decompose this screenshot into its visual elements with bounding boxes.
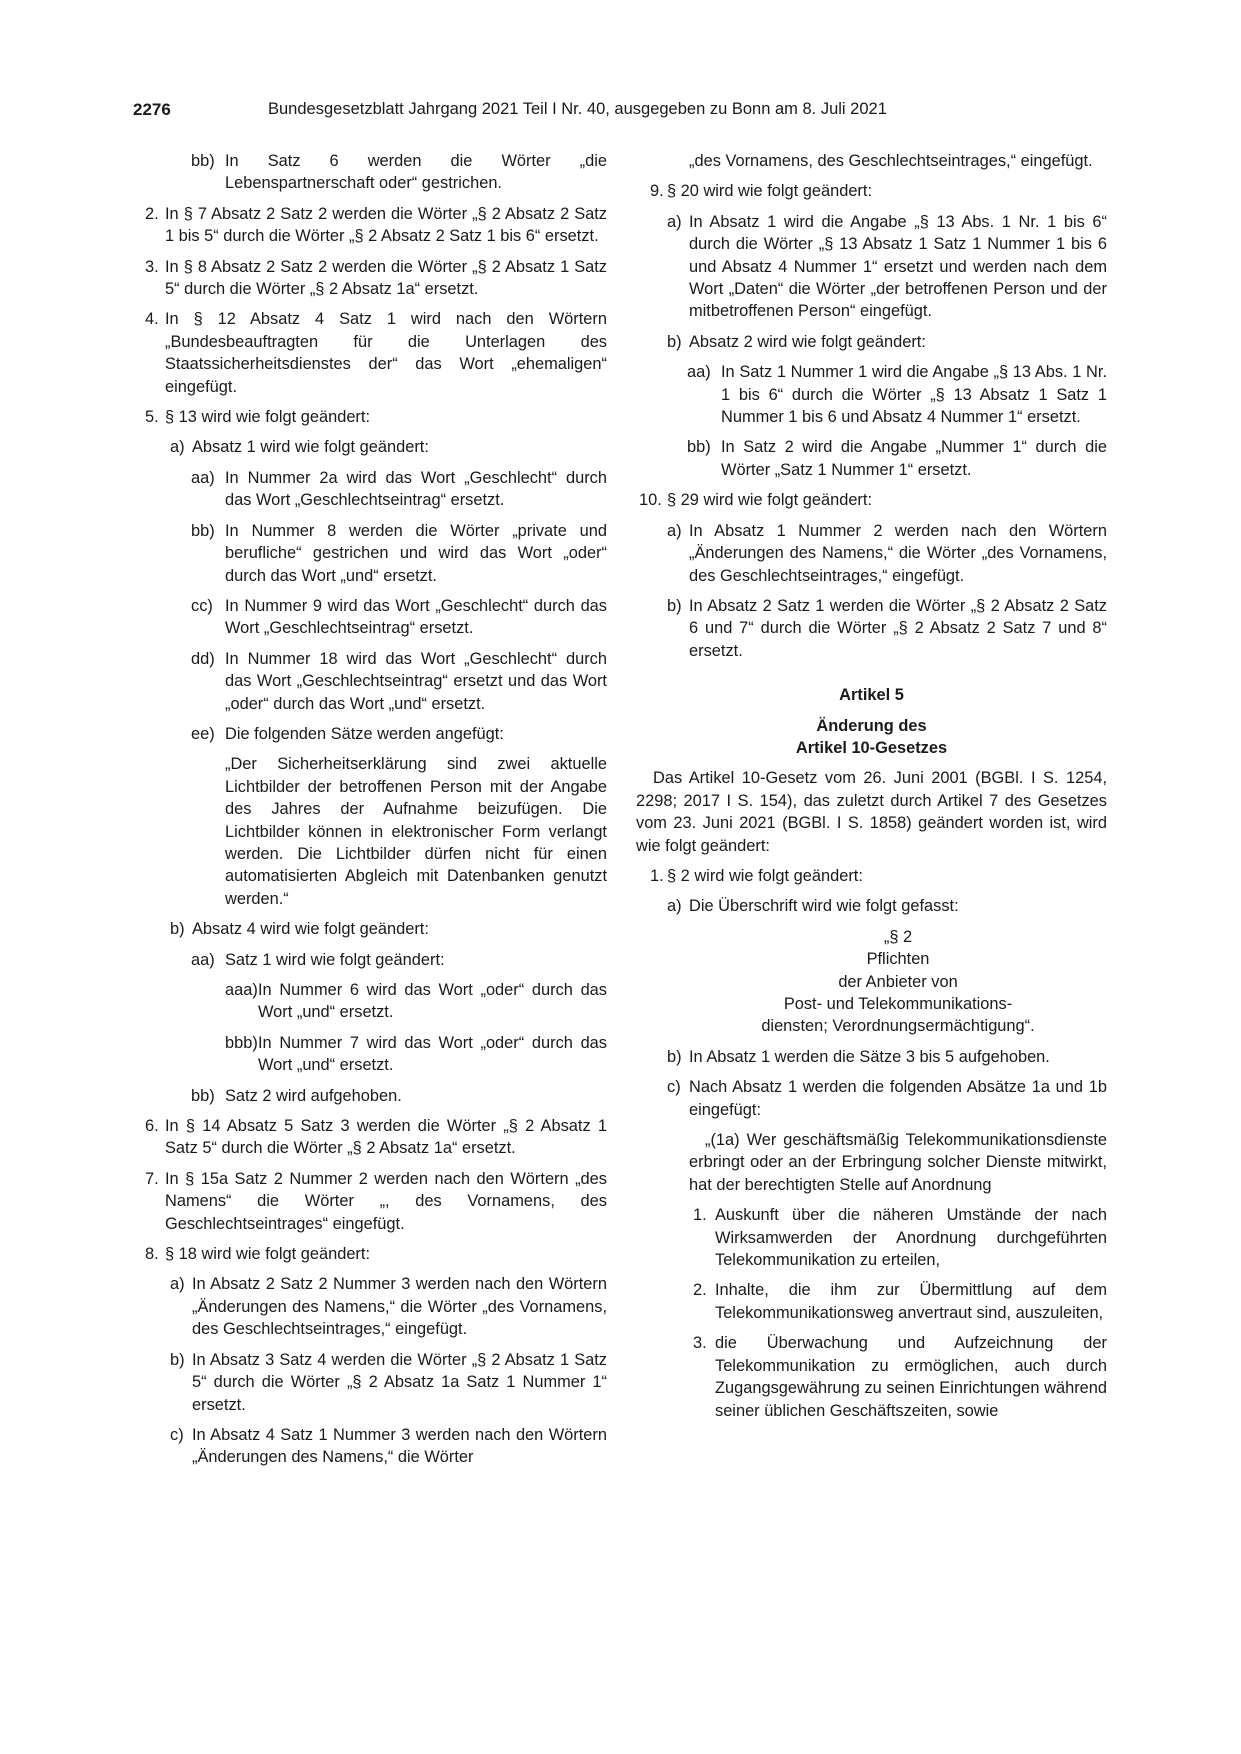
list-item: b) In Absatz 3 Satz 4 werden die Wörter „§ 2 Absatz 1 Satz 5“ durch die Wörter „§ 2 Absatz 1a Satz 1 Nummer 1“ ersetzt. (170, 1350, 607, 1414)
article-intro: Das Artikel 10-Gesetz vom 26. Juni 2001 (BGBl. I S. 1254, 2298; 2017 I S. 154), das zuletzt durch Artikel 7 des Gesetzes vom 23. Juni 2021 (BGBl. I S. 1858) geändert worden ist, wird wie folgt geändert: (636, 769, 1107, 855)
journal-line: Bundesgesetzblatt Jahrgang 2021 Teil I Nr. 40, ausgegeben zu Bonn am 8. Juli 2021 (268, 100, 887, 118)
list-item: ee) Die folgenden Sätze werden angefügt: (191, 724, 504, 743)
continued-text: „des Vornamens, des Geschlechtseintrages,“ eingefügt. (689, 152, 1093, 170)
list-item: bb) In Satz 2 wird die Angabe „Nummer 1“ durch die Wörter „Satz 1 Nummer 1“ ersetzt. (687, 438, 1107, 479)
article-title: Änderung des Artikel 10-Gesetzes (795, 716, 948, 757)
list-item: c) Nach Absatz 1 werden die folgenden Absätze 1a und 1b eingefügt: (667, 1078, 1107, 1119)
list-item: 6. In § 14 Absatz 5 Satz 3 werden die Wörter „§ 2 Absatz 1 Satz 5“ durch die Wörter „§ 2 Absatz 1a“ ersetzt. (145, 1117, 607, 1158)
list-item: a) Absatz 1 wird wie folgt geändert: (170, 438, 429, 457)
list-item: 1. Auskunft über die näheren Umstände der nach Wirksamwerden der Anordnung durchgeführten Telekommunikation zu erteilen, (693, 1206, 1107, 1270)
list-item: bbb) In Nummer 7 wird das Wort „oder“ durch das Wort „und“ ersetzt. (225, 1033, 607, 1075)
quoted-text: „(1a) Wer geschäftsmäßig Telekommunikationsdienste erbringt oder an der Erbringung solcher Dienste mitwirkt, hat der berechtigten Stelle auf Anordnung (689, 1131, 1107, 1194)
list-item: aa) Satz 1 wird wie folgt geändert: (191, 950, 445, 969)
list-item: dd) In Nummer 18 wird das Wort „Geschlecht“ durch das Wort „Geschlechtseintrag“ ersetzt und das Wort „oder“ durch das Wort „und“ ersetzt. (191, 649, 607, 713)
list-item: 9. § 20 wird wie folgt geändert: (650, 182, 873, 201)
list-item: 7. In § 15a Satz 2 Nummer 2 werden nach den Wörtern „des Namens“ die Wörter „, des Vornamens, des Geschlechtseintrages“ eingefügt. (145, 1169, 607, 1233)
list-item: b) Absatz 2 wird wie folgt geändert: (667, 332, 926, 351)
list-item: bb) In Nummer 8 werden die Wörter „private und berufliche“ gestrichen und wird das Wort „oder“ durch das Wort „und“ ersetzt. (191, 521, 607, 585)
list-item: aaa) In Nummer 6 wird das Wort „oder“ durch das Wort „und“ ersetzt. (225, 981, 607, 1022)
left-column (133, 150, 607, 1477)
page-number: 2276 (133, 100, 171, 119)
list-item: 2. Inhalte, die ihm zur Übermittlung auf dem Telekommunikationsweg anvertraut sind, auszuleiten, (693, 1281, 1107, 1322)
list-item: 1. § 2 wird wie folgt geändert: (650, 866, 863, 885)
list-item: b) In Absatz 1 werden die Sätze 3 bis 5 aufgehoben. (667, 1047, 1050, 1066)
list-item: aa) In Satz 1 Nummer 1 wird die Angabe „§ 13 Abs. 1 Nr. 1 bis 6“ durch die Wörter „§ 13 Absatz 1 Satz 1 Nummer 1 bis 6 und Absatz 4 Nummer 1“ ersetzt. (687, 363, 1107, 427)
list-item: 4. In § 12 Absatz 4 Satz 1 wird nach den Wörtern „Bundesbeauftragten für die Unterlagen des Staatssicherheitsdienstes der“ das Wort „ehemaligen“ eingefügt. (145, 310, 607, 396)
list-item: b) Absatz 4 wird wie folgt geändert: (170, 920, 429, 939)
paragraph-heading: „§ 2 Pflichten der Anbieter von Post- und Telekommunikations- diensten; Verordnungsermächtigung“. (761, 927, 1035, 1036)
list-item: c) In Absatz 4 Satz 1 Nummer 3 werden nach den Wörtern „Änderungen des Namens,“ die Wörter (170, 1425, 607, 1467)
list-item: cc) In Nummer 9 wird das Wort „Geschlecht“ durch das Wort „Geschlechtseintrag“ ersetzt. (191, 596, 607, 638)
list-item: 2. In § 7 Absatz 2 Satz 2 werden die Wörter „§ 2 Absatz 2 Satz 1 bis 5“ durch die Wörter „§ 2 Absatz 2 Satz 1 bis 6“ ersetzt. (145, 204, 607, 246)
list-item: bb) In Satz 6 werden die Wörter „die Lebenspartnerschaft oder“ gestrichen. (191, 152, 607, 193)
quoted-text: „Der Sicherheitserklärung sind zwei aktuelle Lichtbilder der betroffenen Person mit der Angabe des Jahres der Aufnahme beizufügen. Die Lichtbilder können in elektronischer Form verlangt werden. Die Lichtbilder dürfen nicht für einen automatisierten Abgleich mit Datenbanken genutzt werden.“ (225, 755, 607, 908)
running-header (133, 100, 1111, 126)
list-item: 5. § 13 wird wie folgt geändert: (145, 408, 371, 427)
article-heading: Artikel 5 (839, 686, 904, 705)
list-item: 8. § 18 wird wie folgt geändert: (145, 1245, 371, 1264)
list-item: aa) In Nummer 2a wird das Wort „Geschlecht“ durch das Wort „Geschlechtseintrag“ ersetzt. (191, 468, 607, 510)
list-item: 3. In § 8 Absatz 2 Satz 2 werden die Wörter „§ 2 Absatz 1 Satz 5“ durch die Wörter „§ 2 Absatz 1a“ ersetzt. (145, 257, 607, 299)
list-item: a) In Absatz 2 Satz 2 Nummer 3 werden nach den Wörtern „Änderungen des Namens,“ die Wörter „des Vornamens, des Geschlechtseintrages,“ eingefügt. (170, 1275, 607, 1339)
list-item: 10. § 29 wird wie folgt geändert: (639, 491, 873, 510)
list-item: 3. die Überwachung und Aufzeichnung der Telekommunikation zu ermöglichen, auch durch Zugangsgewährung zu seinen Einrichtungen während seiner üblichen Geschäftszeiten, sowie (693, 1334, 1107, 1420)
list-item: bb) Satz 2 wird aufgehoben. (191, 1086, 402, 1105)
list-item: a) In Absatz 1 wird die Angabe „§ 13 Abs. 1 Nr. 1 bis 6“ durch die Wörter „§ 13 Absatz 1 Satz 1 Nummer 1 bis 6 und Absatz 4 Nummer 1“ ersetzt und werden nach dem Wort „Daten“ die Wörter „der betroffenen Person und der mitbetroffenen Person“ eingefügt. (667, 212, 1107, 321)
list-item: a) Die Überschrift wird wie folgt gefasst: (667, 897, 959, 916)
right-column (636, 150, 1107, 1430)
list-item: b) In Absatz 2 Satz 1 werden die Wörter „§ 2 Absatz 2 Satz 6 und 7“ durch die Wörter „§ 2 Absatz 2 Satz 7 und 8“ ersetzt. (667, 596, 1107, 660)
list-item: a) In Absatz 1 Nummer 2 werden nach den Wörtern „Änderungen des Namens,“ die Wörter „des Vornamens, des Geschlechtseintrages,“ eingefügt. (667, 521, 1107, 585)
